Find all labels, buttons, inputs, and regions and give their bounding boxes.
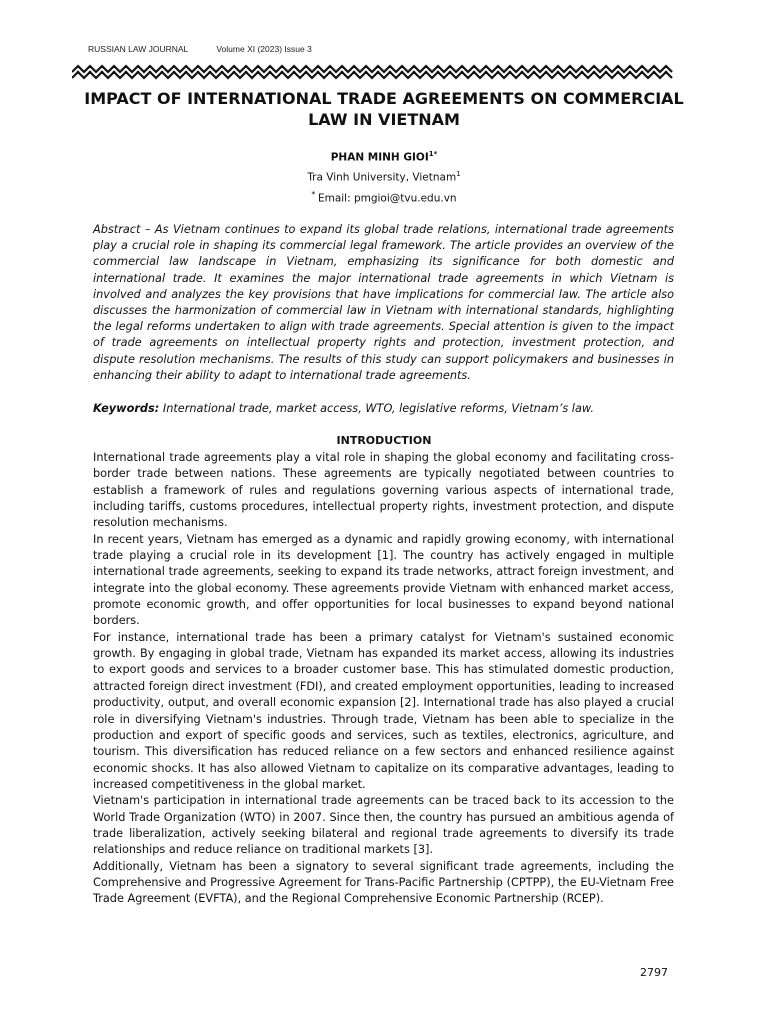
section-heading-introduction: INTRODUCTION [336,434,432,447]
decorative-border-ornament [72,64,676,80]
abstract-text: – As Vietnam continues to expand its global trade relations, international trade agreements play a crucial role in shaping its commercial legal framework. The article provides an overview of the commercial law landscape in Vietnam, emphasizing its significance for both domestic and international trade. It examines the major international trade agreements in which Vietnam is involved and analyzes the key provisions that have implications for commercial law. The article also discusses the harmonization of commercial law in Vietnam with international standards, highlighting the legal reforms undertaken to align with trade agreements. Special attention is given to the impact of trade agreements on intellectual property rights and protection, investment protection, and dispute resolution mechanisms. The results of this study can support policymakers and businesses in enhancing their ability to adapt to international trade agreements. [93,223,674,382]
author-name-text: PHAN MINH GIOI [330,151,429,164]
affiliation-superscript: 1 [456,170,461,178]
journal-name: RUSSIAN LAW JOURNAL [88,44,188,54]
author-affiliation [80,170,688,184]
body-paragraph: For instance, international trade has been a primary catalyst for Vietnam's sustained economic growth. By engaging in global trade, Vietnam has expanded its market access, allowing its industries to export goods and services to a broader customer base. This has stimulated domestic production, attracted foreign direct investment (FDI), and created employment opportunities, leading to increased productivity, output, and overall economic expansion [2]. International trade has also played a crucial role in diversifying Vietnam's industries. Through trade, Vietnam has been able to specialize in the production and export of specific goods and services, such as textiles, electronics, agriculture, and tourism. This diversification has reduced reliance on a few sectors and enhanced resilience against economic shocks. It has also allowed Vietnam to capitalize on its comparative advantages, leading to increased competitiveness in the global market. [93,630,674,791]
author-email [80,190,688,205]
author-superscript: 1* [428,150,438,158]
author-name [80,150,688,164]
body-paragraph: Additionally, Vietnam has been a signatory to several significant trade agreements, including the Comprehensive and Progressive Agreement for Trans-Pacific Partnership (CPTPP), the EU-Vietnam Free Trade Agreement (EVFTA), and the Regional Comprehensive Economic Partnership (RCEP). [93,859,674,906]
keywords-text: International trade, market access, WTO, legislative reforms, Vietnam’s law. [159,402,594,415]
body-paragraph: International trade agreements play a vital role in shaping the global economy and facilitating cross-border trade between nations. These agreements are typically negotiated between countries to establish a framework of rules and regulations governing various aspects of international trade, including tariffs, customs procedures, intellectual property rights, investment protection, and dispute resolution mechanisms. [93,451,674,530]
body-paragraph: In recent years, Vietnam has emerged as a dynamic and rapidly growing economy, with international trade playing a crucial role in its development [1]. The country has actively engaged in multiple international trade agreements, seeking to expand its trade networks, attract foreign investment, and integrate into the global economy. These agreements provide Vietnam with enhanced market access, promote economic growth, and offer opportunities for local businesses to expand beyond national borders. [93,532,674,628]
journal-volume: Volume XI (2023) Issue 3 [216,44,312,54]
affiliation-text: Tra Vinh University, Vietnam [307,171,457,184]
page-number: 2797 [640,966,668,979]
email-text: Email: pmgioi@tvu.edu.vn [317,192,457,205]
introduction-body [93,450,674,908]
email-asterisk: * [311,190,318,199]
keywords-label: Keywords: [93,402,160,415]
keywords [93,401,674,417]
running-header [88,44,312,54]
paper-title: IMPACT OF INTERNATIONAL TRADE AGREEMENTS ON COMMERCIAL LAW IN VIETNAM [84,89,684,129]
abstract [93,222,674,384]
body-paragraph: Vietnam's participation in international trade agreements can be traced back to its accession to the World Trade Organization (WTO) in 2007. Since then, the country has pursued an ambitious agenda of trade liberalization, actively seeking bilateral and regional trade agreements to diversify its trade relationships and reduce reliance on traditional markets [3]. [93,794,674,857]
abstract-label: Abstract [93,223,141,236]
